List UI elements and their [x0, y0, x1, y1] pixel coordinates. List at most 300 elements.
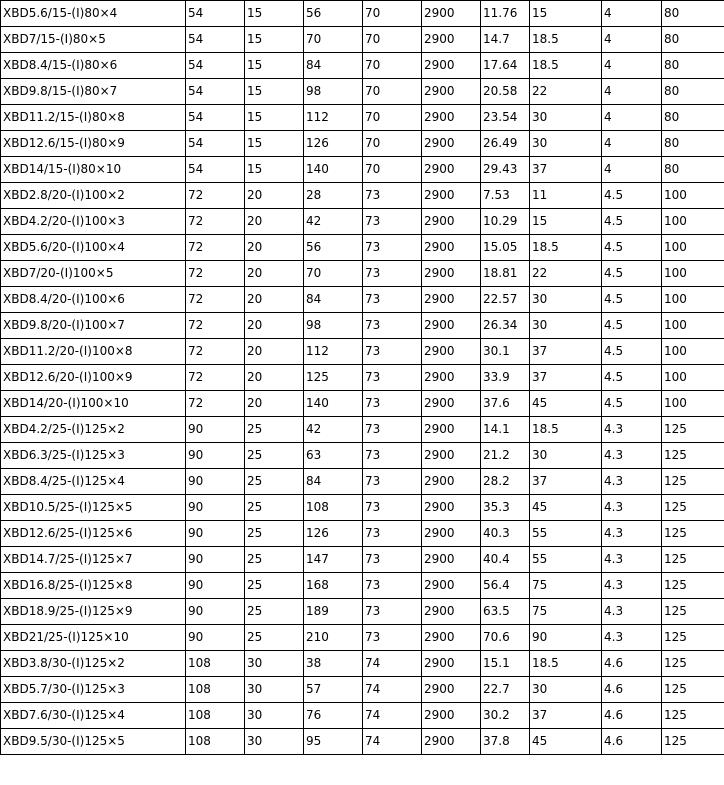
table-row: [1, 53, 724, 79]
table-cell: 2900: [422, 677, 481, 703]
table-cell: 54: [186, 53, 245, 79]
table-cell: 125: [662, 469, 724, 495]
table-cell: 20: [245, 365, 304, 391]
table-row: [1, 183, 724, 209]
table-cell: 80: [662, 157, 724, 183]
table-row: [1, 469, 724, 495]
table-cell: 40.4: [481, 547, 530, 573]
table-cell: 18.81: [481, 261, 530, 287]
table-cell: 20: [245, 339, 304, 365]
table-cell: 4.3: [602, 495, 662, 521]
table-cell: 80: [662, 1, 724, 27]
table-cell: 11.76: [481, 1, 530, 27]
table-cell: 108: [186, 677, 245, 703]
table-cell: 72: [186, 261, 245, 287]
table-cell: 30: [530, 131, 602, 157]
table-row: [1, 391, 724, 417]
model-cell: XBD9.8/15-(I)80×7: [1, 79, 186, 105]
table-cell: 73: [363, 417, 422, 443]
table-cell: 54: [186, 157, 245, 183]
table-cell: 54: [186, 1, 245, 27]
table-cell: 100: [662, 391, 724, 417]
table-cell: 140: [304, 157, 363, 183]
table-cell: 20: [245, 209, 304, 235]
table-row: [1, 313, 724, 339]
table-cell: 95: [304, 729, 363, 755]
table-row: [1, 287, 724, 313]
table-row: [1, 703, 724, 729]
table-cell: 70.6: [481, 625, 530, 651]
table-cell: 22.7: [481, 677, 530, 703]
table-cell: 72: [186, 287, 245, 313]
table-cell: 2900: [422, 53, 481, 79]
table-cell: 125: [304, 365, 363, 391]
table-cell: 4: [602, 157, 662, 183]
table-cell: 4.6: [602, 703, 662, 729]
table-cell: 2900: [422, 417, 481, 443]
table-cell: 4.6: [602, 677, 662, 703]
table-cell: 2900: [422, 261, 481, 287]
model-cell: XBD8.4/25-(I)125×4: [1, 469, 186, 495]
table-row: [1, 443, 724, 469]
table-cell: 210: [304, 625, 363, 651]
table-cell: 54: [186, 105, 245, 131]
table-row: [1, 27, 724, 53]
table-cell: 73: [363, 339, 422, 365]
model-cell: XBD7/20-(I)100×5: [1, 261, 186, 287]
table-cell: 37: [530, 469, 602, 495]
table-cell: 73: [363, 625, 422, 651]
table-cell: 17.64: [481, 53, 530, 79]
table-row: [1, 495, 724, 521]
table-cell: 45: [530, 729, 602, 755]
table-row: [1, 599, 724, 625]
table-cell: 2900: [422, 105, 481, 131]
table-cell: 18.5: [530, 53, 602, 79]
table-cell: 57: [304, 677, 363, 703]
table-cell: 25: [245, 495, 304, 521]
model-cell: XBD2.8/20-(I)100×2: [1, 183, 186, 209]
table-cell: 20: [245, 287, 304, 313]
model-cell: XBD4.2/25-(I)125×2: [1, 417, 186, 443]
table-cell: 37: [530, 339, 602, 365]
table-cell: 15: [245, 105, 304, 131]
table-cell: 125: [662, 651, 724, 677]
table-cell: 2900: [422, 157, 481, 183]
table-cell: 22.57: [481, 287, 530, 313]
table-cell: 26.49: [481, 131, 530, 157]
table-cell: 2900: [422, 313, 481, 339]
table-cell: 90: [186, 417, 245, 443]
table-cell: 4.5: [602, 261, 662, 287]
table-cell: 126: [304, 521, 363, 547]
table-cell: 2900: [422, 651, 481, 677]
table-cell: 11: [530, 183, 602, 209]
table-cell: 15: [245, 157, 304, 183]
table-cell: 4.3: [602, 469, 662, 495]
model-cell: XBD9.8/20-(I)100×7: [1, 313, 186, 339]
table-row: [1, 365, 724, 391]
table-cell: 2900: [422, 469, 481, 495]
table-cell: 56: [304, 1, 363, 27]
table-cell: 98: [304, 313, 363, 339]
table-cell: 70: [304, 27, 363, 53]
table-cell: 18.5: [530, 27, 602, 53]
table-cell: 54: [186, 27, 245, 53]
table-cell: 25: [245, 417, 304, 443]
table-cell: 100: [662, 261, 724, 287]
table-cell: 90: [186, 495, 245, 521]
table-cell: 126: [304, 131, 363, 157]
model-cell: XBD18.9/25-(I)125×9: [1, 599, 186, 625]
table-cell: 125: [662, 547, 724, 573]
table-cell: 4.5: [602, 313, 662, 339]
table-cell: 125: [662, 729, 724, 755]
table-cell: 21.2: [481, 443, 530, 469]
table-cell: 2900: [422, 183, 481, 209]
table-cell: 4.3: [602, 521, 662, 547]
table-cell: 4.3: [602, 417, 662, 443]
table-cell: 4.5: [602, 365, 662, 391]
table-cell: 15.1: [481, 651, 530, 677]
table-row: [1, 261, 724, 287]
table-cell: 2900: [422, 209, 481, 235]
table-cell: 37.8: [481, 729, 530, 755]
table-cell: 75: [530, 573, 602, 599]
table-cell: 108: [304, 495, 363, 521]
table-cell: 4.3: [602, 443, 662, 469]
model-cell: XBD8.4/15-(I)80×6: [1, 53, 186, 79]
table-cell: 74: [363, 651, 422, 677]
table-cell: 90: [186, 547, 245, 573]
table-cell: 100: [662, 235, 724, 261]
table-cell: 70: [363, 79, 422, 105]
table-cell: 73: [363, 235, 422, 261]
table-cell: 100: [662, 339, 724, 365]
table-cell: 74: [363, 729, 422, 755]
table-cell: 125: [662, 521, 724, 547]
table-cell: 63: [304, 443, 363, 469]
table-cell: 73: [363, 599, 422, 625]
table-cell: 90: [530, 625, 602, 651]
table-cell: 100: [662, 209, 724, 235]
model-cell: XBD7/15-(I)80×5: [1, 27, 186, 53]
table-cell: 140: [304, 391, 363, 417]
table-cell: 2900: [422, 547, 481, 573]
table-cell: 15: [530, 209, 602, 235]
table-cell: 55: [530, 521, 602, 547]
table-cell: 37: [530, 365, 602, 391]
table-cell: 22: [530, 79, 602, 105]
table-cell: 20: [245, 183, 304, 209]
table-cell: 4.3: [602, 599, 662, 625]
table-cell: 2900: [422, 339, 481, 365]
table-cell: 80: [662, 105, 724, 131]
table-cell: 90: [186, 469, 245, 495]
table-cell: 2900: [422, 391, 481, 417]
table-row: [1, 1, 724, 27]
table-cell: 29.43: [481, 157, 530, 183]
table-cell: 108: [186, 651, 245, 677]
table-cell: 98: [304, 79, 363, 105]
table-cell: 2900: [422, 521, 481, 547]
table-cell: 73: [363, 391, 422, 417]
table-cell: 20.58: [481, 79, 530, 105]
table-cell: 25: [245, 599, 304, 625]
table-cell: 38: [304, 651, 363, 677]
table-cell: 37.6: [481, 391, 530, 417]
table-cell: 2900: [422, 1, 481, 27]
table-cell: 30: [530, 287, 602, 313]
table-cell: 45: [530, 495, 602, 521]
table-cell: 45: [530, 391, 602, 417]
table-cell: 4.3: [602, 547, 662, 573]
table-cell: 2900: [422, 573, 481, 599]
table-cell: 37: [530, 157, 602, 183]
table-row: [1, 625, 724, 651]
table-cell: 72: [186, 235, 245, 261]
table-cell: 20: [245, 391, 304, 417]
table-cell: 73: [363, 313, 422, 339]
table-cell: 108: [186, 729, 245, 755]
table-cell: 63.5: [481, 599, 530, 625]
table-row: [1, 651, 724, 677]
table-cell: 25: [245, 443, 304, 469]
table-cell: 70: [363, 1, 422, 27]
table-cell: 125: [662, 703, 724, 729]
table-cell: 112: [304, 105, 363, 131]
model-cell: XBD11.2/20-(I)100×8: [1, 339, 186, 365]
table-cell: 70: [363, 27, 422, 53]
model-cell: XBD14/15-(I)80×10: [1, 157, 186, 183]
table-cell: 75: [530, 599, 602, 625]
table-cell: 70: [363, 131, 422, 157]
table-cell: 7.53: [481, 183, 530, 209]
table-cell: 20: [245, 313, 304, 339]
table-cell: 15: [245, 131, 304, 157]
table-cell: 30: [530, 443, 602, 469]
table-cell: 73: [363, 209, 422, 235]
table-cell: 15: [245, 1, 304, 27]
table-cell: 4: [602, 131, 662, 157]
table-cell: 4.5: [602, 209, 662, 235]
table-cell: 2900: [422, 235, 481, 261]
table-cell: 73: [363, 443, 422, 469]
table-cell: 4: [602, 105, 662, 131]
table-cell: 90: [186, 573, 245, 599]
table-cell: 73: [363, 287, 422, 313]
table-cell: 70: [304, 261, 363, 287]
table-cell: 30.2: [481, 703, 530, 729]
table-cell: 10.29: [481, 209, 530, 235]
table-cell: 72: [186, 391, 245, 417]
table-cell: 2900: [422, 703, 481, 729]
table-cell: 30: [530, 677, 602, 703]
table-cell: 72: [186, 313, 245, 339]
table-cell: 20: [245, 235, 304, 261]
table-cell: 2900: [422, 729, 481, 755]
table-cell: 28.2: [481, 469, 530, 495]
table-cell: 4: [602, 1, 662, 27]
table-cell: 23.54: [481, 105, 530, 131]
table-cell: 73: [363, 469, 422, 495]
model-cell: XBD9.5/30-(I)125×5: [1, 729, 186, 755]
table-cell: 125: [662, 417, 724, 443]
table-cell: 125: [662, 625, 724, 651]
table-cell: 4: [602, 53, 662, 79]
table-cell: 54: [186, 131, 245, 157]
table-cell: 15: [530, 1, 602, 27]
table-cell: 112: [304, 339, 363, 365]
model-cell: XBD7.6/30-(I)125×4: [1, 703, 186, 729]
table-cell: 30: [245, 703, 304, 729]
model-cell: XBD4.2/20-(I)100×3: [1, 209, 186, 235]
table-cell: 4: [602, 27, 662, 53]
table-cell: 56.4: [481, 573, 530, 599]
model-cell: XBD14.7/25-(I)125×7: [1, 547, 186, 573]
model-cell: XBD10.5/25-(I)125×5: [1, 495, 186, 521]
table-cell: 2900: [422, 131, 481, 157]
table-cell: 70: [363, 105, 422, 131]
table-cell: 42: [304, 417, 363, 443]
table-row: [1, 209, 724, 235]
table-cell: 73: [363, 573, 422, 599]
table-cell: 74: [363, 703, 422, 729]
table-cell: 4.6: [602, 729, 662, 755]
table-cell: 4.5: [602, 235, 662, 261]
table-cell: 2900: [422, 495, 481, 521]
table-body: [1, 1, 724, 755]
table-row: [1, 417, 724, 443]
table-cell: 74: [363, 677, 422, 703]
table-cell: 25: [245, 547, 304, 573]
table-cell: 90: [186, 443, 245, 469]
table-cell: 18.5: [530, 651, 602, 677]
table-cell: 72: [186, 209, 245, 235]
table-cell: 70: [363, 157, 422, 183]
table-cell: 18.5: [530, 417, 602, 443]
table-row: [1, 79, 724, 105]
table-cell: 30: [245, 651, 304, 677]
table-row: [1, 105, 724, 131]
model-cell: XBD14/20-(I)100×10: [1, 391, 186, 417]
table-cell: 4.6: [602, 651, 662, 677]
table-cell: 73: [363, 521, 422, 547]
table-cell: 35.3: [481, 495, 530, 521]
table-cell: 15: [245, 27, 304, 53]
table-cell: 100: [662, 313, 724, 339]
table-cell: 30.1: [481, 339, 530, 365]
table-cell: 80: [662, 53, 724, 79]
model-cell: XBD6.3/25-(I)125×3: [1, 443, 186, 469]
table-cell: 73: [363, 495, 422, 521]
table-cell: 33.9: [481, 365, 530, 391]
table-row: [1, 677, 724, 703]
table-cell: 4.3: [602, 573, 662, 599]
table-cell: 15: [245, 79, 304, 105]
table-cell: 2900: [422, 443, 481, 469]
table-cell: 100: [662, 183, 724, 209]
table-cell: 2900: [422, 287, 481, 313]
model-cell: XBD5.7/30-(I)125×3: [1, 677, 186, 703]
table-cell: 15: [245, 53, 304, 79]
table-cell: 125: [662, 443, 724, 469]
table-cell: 84: [304, 469, 363, 495]
table-cell: 30: [245, 677, 304, 703]
table-cell: 56: [304, 235, 363, 261]
table-row: [1, 235, 724, 261]
table-cell: 76: [304, 703, 363, 729]
table-cell: 100: [662, 365, 724, 391]
table-cell: 4.5: [602, 391, 662, 417]
table-cell: 2900: [422, 365, 481, 391]
table-row: [1, 521, 724, 547]
table-cell: 30: [530, 313, 602, 339]
model-cell: XBD16.8/25-(I)125×8: [1, 573, 186, 599]
table-row: [1, 547, 724, 573]
table-cell: 80: [662, 131, 724, 157]
table-cell: 25: [245, 625, 304, 651]
table-cell: 54: [186, 79, 245, 105]
model-cell: XBD11.2/15-(I)80×8: [1, 105, 186, 131]
model-cell: XBD12.6/25-(I)125×6: [1, 521, 186, 547]
table-cell: 73: [363, 547, 422, 573]
table-row: [1, 729, 724, 755]
table-cell: 26.34: [481, 313, 530, 339]
table-cell: 14.1: [481, 417, 530, 443]
table-cell: 73: [363, 261, 422, 287]
table-cell: 20: [245, 261, 304, 287]
table-cell: 125: [662, 495, 724, 521]
table-cell: 25: [245, 521, 304, 547]
table-cell: 168: [304, 573, 363, 599]
table-cell: 2900: [422, 599, 481, 625]
table-cell: 125: [662, 677, 724, 703]
table-row: [1, 339, 724, 365]
table-cell: 72: [186, 339, 245, 365]
table-cell: 2900: [422, 79, 481, 105]
table-cell: 4.3: [602, 625, 662, 651]
table-cell: 30: [245, 729, 304, 755]
table-cell: 55: [530, 547, 602, 573]
model-cell: XBD12.6/15-(I)80×9: [1, 131, 186, 157]
table-cell: 42: [304, 209, 363, 235]
table-cell: 125: [662, 599, 724, 625]
table-cell: 25: [245, 573, 304, 599]
table-cell: 84: [304, 53, 363, 79]
table-cell: 90: [186, 521, 245, 547]
table-cell: 28: [304, 183, 363, 209]
model-cell: XBD5.6/20-(I)100×4: [1, 235, 186, 261]
model-cell: XBD5.6/15-(I)80×4: [1, 1, 186, 27]
table-cell: 147: [304, 547, 363, 573]
model-cell: XBD21/25-(I)125×10: [1, 625, 186, 651]
table-cell: 70: [363, 53, 422, 79]
table-cell: 4.5: [602, 339, 662, 365]
table-cell: 100: [662, 287, 724, 313]
table-cell: 108: [186, 703, 245, 729]
table-cell: 72: [186, 365, 245, 391]
model-cell: XBD8.4/20-(I)100×6: [1, 287, 186, 313]
table-cell: 73: [363, 183, 422, 209]
table-cell: 14.7: [481, 27, 530, 53]
table-cell: 80: [662, 27, 724, 53]
table-cell: 15.05: [481, 235, 530, 261]
table-cell: 90: [186, 599, 245, 625]
table-cell: 4: [602, 79, 662, 105]
table-cell: 72: [186, 183, 245, 209]
table-cell: 73: [363, 365, 422, 391]
